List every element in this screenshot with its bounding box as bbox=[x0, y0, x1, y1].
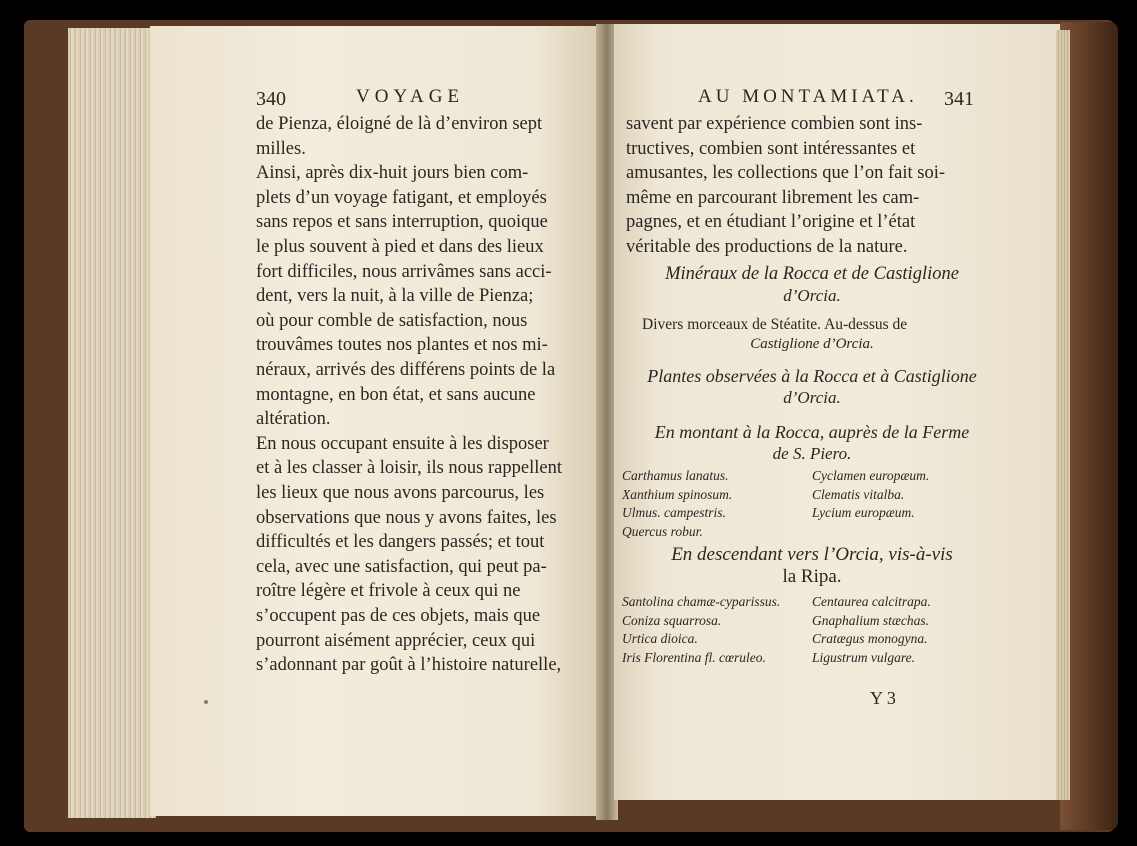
plant-name: Gnaphalium stæchas. bbox=[812, 612, 930, 628]
right-text-line: véritable des productions de la nature. bbox=[626, 237, 908, 257]
plant-name: Xanthium spinosum. bbox=[622, 486, 733, 502]
left-text-line: les lieux que nous avons parcourus, les bbox=[256, 483, 545, 503]
plant-name: Carthamus lanatus. bbox=[622, 468, 729, 483]
left-text-line: le plus souvent à pied et dans des lieux bbox=[256, 237, 544, 257]
plant-name: Cyclamen europæum. bbox=[812, 468, 930, 483]
left-text-line: et à les classer à loisir, ils nous rappellent bbox=[256, 458, 562, 479]
left-text-line: montagne, en bon état, et sans aucune bbox=[256, 384, 536, 405]
plant-name: Lycium europæum. bbox=[812, 505, 915, 520]
left-page bbox=[150, 26, 600, 816]
minerals-heading-1: Minéraux de la Rocca et de Castiglione bbox=[665, 264, 959, 284]
ascent-heading-2: de S. Piero. bbox=[772, 444, 852, 463]
plant-name: Santolina chamæ-cyparissus. bbox=[622, 594, 781, 609]
plant-name: Clematis vitalba. bbox=[812, 486, 905, 502]
left-text-line: de Pienza, éloigné de là d’environ sept bbox=[256, 114, 543, 134]
plant-name: Coniza squarrosa. bbox=[622, 612, 722, 628]
left-text-line: s’adonnant par goût à l’histoire naturelle, bbox=[256, 655, 562, 676]
plants-heading-2: d’Orcia. bbox=[783, 388, 841, 407]
plant-name: Centaurea calcitrapa. bbox=[812, 594, 931, 609]
left-text-line: où pour comble de satisfaction, nous bbox=[256, 310, 528, 331]
left-text-line: altération. bbox=[256, 409, 331, 430]
plant-name: Urtica dioica. bbox=[622, 631, 698, 646]
left-text-line: observations que nous y avons faites, les bbox=[256, 507, 557, 528]
right-text-line: pagnes, et en étudiant l’origine et l’état bbox=[626, 212, 916, 233]
plants-heading-1: Plantes observées à la Rocca et à Castiglione bbox=[647, 366, 977, 386]
signature-mark: Y 3 bbox=[870, 688, 896, 708]
plant-name: Quercus robur. bbox=[622, 523, 703, 539]
minerals-entry-1: Divers morceaux de Stéatite. Au-dessus de bbox=[642, 316, 908, 333]
plant-name: Ulmus. campestris. bbox=[622, 505, 726, 520]
ascent-heading-1: En montant à la Rocca, auprès de la Ferme bbox=[654, 422, 970, 442]
right-running-title: AU MONTAMIATA. bbox=[698, 86, 918, 107]
left-running-title: VOYAGE bbox=[356, 86, 465, 107]
left-text-line: trouvâmes toutes nos plantes et nos mi- bbox=[256, 335, 548, 356]
left-text-line: dent, vers la nuit, à la ville de Pienza; bbox=[256, 286, 534, 307]
page-edges-left bbox=[68, 28, 156, 818]
minerals-heading-2: d’Orcia. bbox=[783, 286, 841, 305]
left-text-line: plets d’un voyage fatigant, et employés bbox=[256, 187, 547, 208]
right-text-line: amusantes, les collections que l’on fait soi- bbox=[626, 163, 946, 184]
plant-name: Cratægus monogyna. bbox=[812, 631, 928, 646]
minerals-entry-2: Castiglione d’Orcia. bbox=[750, 336, 874, 352]
right-text-line: tructives, combien sont intéressantes et bbox=[626, 138, 916, 159]
page-edges-right bbox=[1056, 30, 1070, 800]
left-text-line: sans repos et sans interruption, quoique bbox=[256, 212, 548, 233]
left-text-line: roître légère et frivole à ceux qui ne bbox=[256, 581, 521, 602]
descent-heading-1: En descendant vers l’Orcia, vis-à-vis bbox=[671, 544, 953, 565]
ink-speck bbox=[204, 700, 208, 704]
left-text-line: Ainsi, après dix-huit jours bien com- bbox=[256, 163, 529, 184]
descent-heading-2: la Ripa. bbox=[782, 566, 842, 587]
left-text-line: pourront aisément apprécier, ceux qui bbox=[256, 630, 536, 651]
plant-name: Ligustrum vulgare. bbox=[812, 649, 916, 665]
left-text-line: milles. bbox=[256, 138, 306, 159]
left-page-number: 340 bbox=[256, 88, 286, 110]
plant-name: Iris Florentina fl. cœruleo. bbox=[622, 649, 766, 665]
right-page-number: 341 bbox=[944, 88, 974, 110]
right-text-line: même en parcourant librement les cam- bbox=[626, 187, 920, 208]
left-text-line: difficultés et les dangers passés; et tout bbox=[256, 532, 545, 553]
left-text-line: néraux, arrivés des différens points de la bbox=[256, 360, 556, 380]
left-text-line: cela, avec une satisfaction, qui peut pa- bbox=[256, 556, 547, 577]
left-text-line: En nous occupant ensuite à les disposer bbox=[256, 433, 549, 454]
left-text-line: s’occupent pas de ces objets, mais que bbox=[256, 606, 541, 626]
right-text-line: savent par expérience combien sont ins- bbox=[626, 114, 923, 134]
left-text-line: fort difficiles, nous arrivâmes sans acci- bbox=[256, 261, 552, 282]
